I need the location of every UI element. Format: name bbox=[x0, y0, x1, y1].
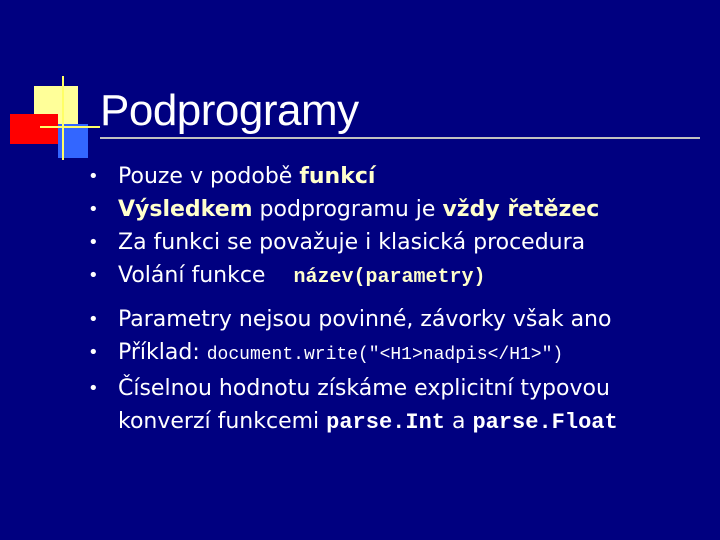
bullet-highlight: Výsledkem bbox=[118, 197, 253, 222]
bullet-item bbox=[88, 336, 708, 372]
bullet-code: název(parametry) bbox=[293, 266, 486, 289]
bullet-dot-icon: • bbox=[88, 378, 99, 399]
bullet-item bbox=[88, 160, 708, 193]
bullet-text: Parametry nejsou povinné, závorky však ano bbox=[118, 307, 612, 332]
bullet-code: parse.Float bbox=[472, 410, 618, 435]
bullet-text: Volání funkce bbox=[118, 263, 266, 288]
bullet-item bbox=[88, 226, 708, 259]
bullet-item bbox=[88, 193, 708, 226]
bullet-text: Za funkci se považuje i klasická procedura bbox=[118, 230, 586, 255]
decorative-logo bbox=[0, 0, 100, 170]
bullet-item bbox=[88, 372, 708, 439]
bullet-text: Příklad: bbox=[118, 340, 207, 365]
bullet-text: Číselnou hodnotu získáme explicitní typovou konverzí funkcemi bbox=[118, 376, 610, 434]
bullet-item bbox=[88, 259, 708, 294]
bullet-code: parse.Int bbox=[326, 410, 445, 435]
bullet-item bbox=[88, 303, 708, 336]
bullet-dot-icon: • bbox=[88, 232, 99, 253]
slide-title: Podprogramy bbox=[100, 86, 359, 135]
bullet-dot-icon: • bbox=[88, 265, 99, 286]
logo-horizontal-line bbox=[40, 126, 100, 128]
title-underline bbox=[100, 137, 700, 139]
bullet-dot-icon: • bbox=[88, 342, 99, 363]
bullet-text: podprogramu je bbox=[252, 197, 443, 222]
bullet-text: a bbox=[444, 409, 473, 434]
bullet-text: Pouze v podobě bbox=[118, 164, 300, 189]
bullet-highlight: vždy řetězec bbox=[442, 197, 600, 222]
logo-red-square bbox=[10, 114, 58, 144]
bullet-list bbox=[88, 160, 708, 439]
bullet-code: document.write("<H1>nadpis</H1>") bbox=[206, 345, 564, 365]
bullet-dot-icon: • bbox=[88, 309, 99, 330]
logo-vertical-line bbox=[62, 76, 64, 160]
bullet-highlight: funkcí bbox=[299, 164, 376, 189]
bullet-dot-icon: • bbox=[88, 199, 99, 220]
bullet-dot-icon: • bbox=[88, 166, 99, 187]
